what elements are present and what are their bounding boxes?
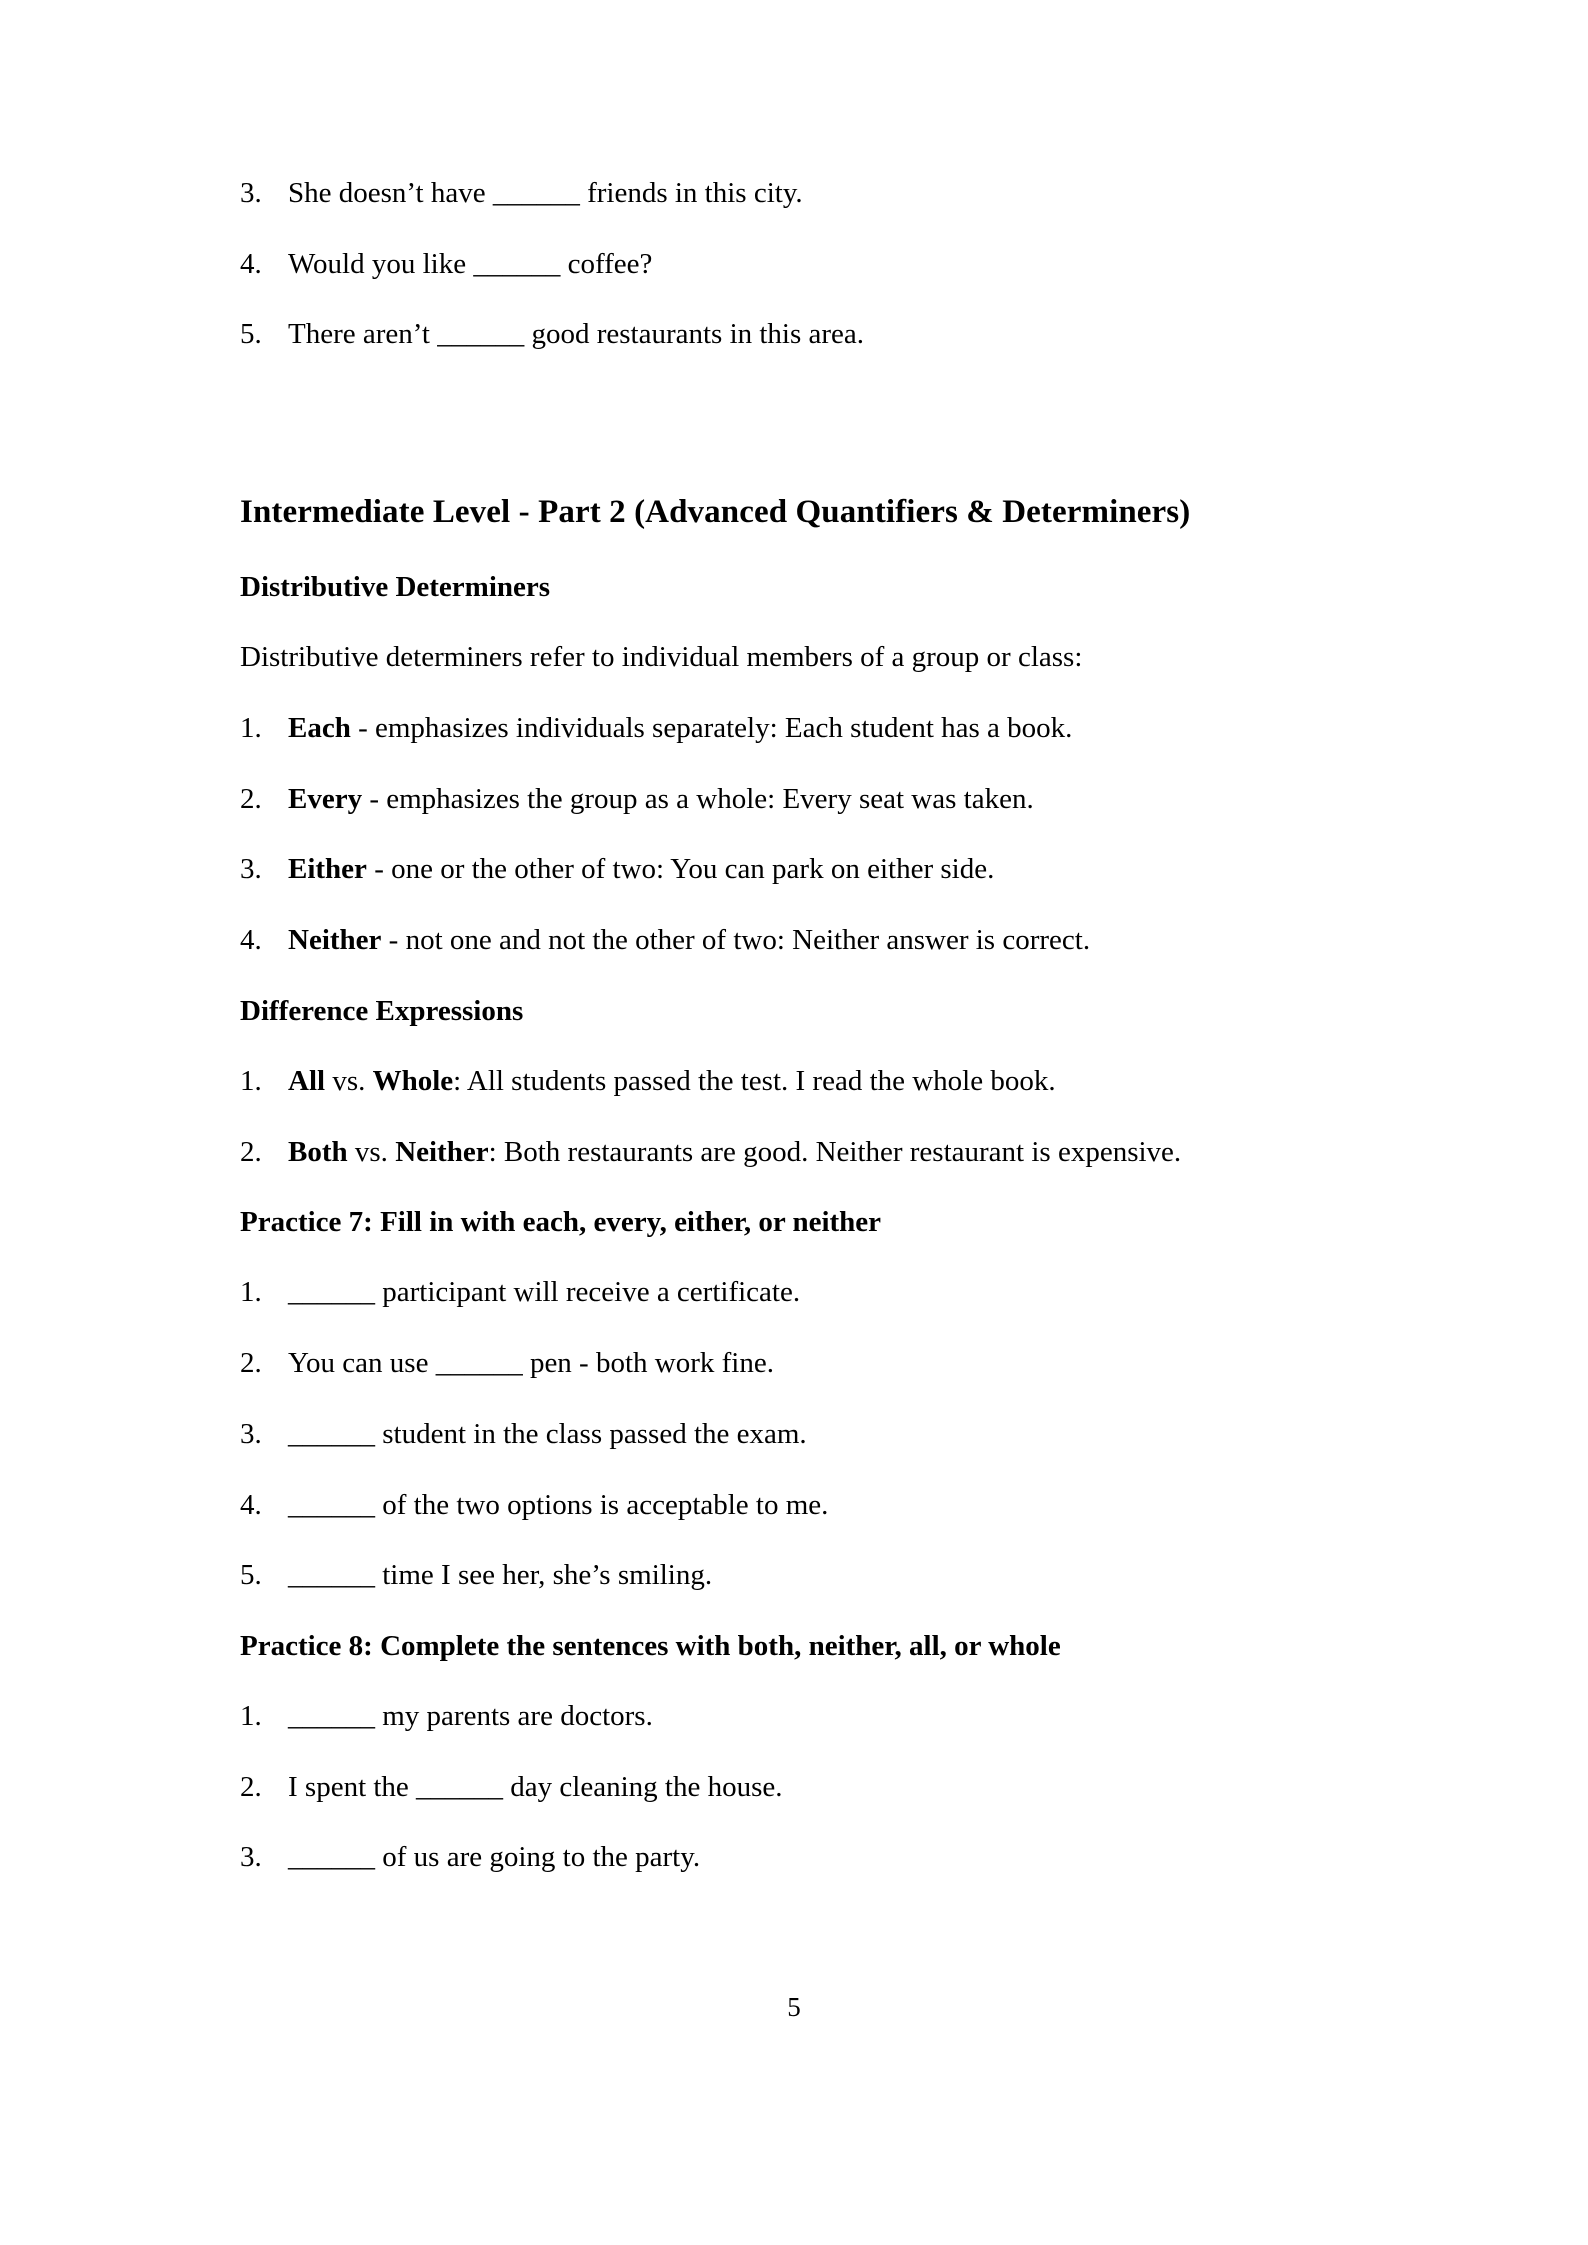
term-description: - not one and not the other of two: Neither answer is correct. <box>381 924 1091 957</box>
list-item-text: ______ student in the class passed the exam. <box>288 1417 807 1450</box>
difference-heading: Difference Expressions <box>240 994 524 1027</box>
list-item-text <box>288 922 1350 960</box>
term-bold: Every <box>288 782 363 815</box>
term-bold-a: Both <box>288 1135 348 1168</box>
term-bold-b: Neither <box>395 1135 489 1168</box>
list-item-text <box>288 851 1350 889</box>
page-content <box>240 175 1350 1910</box>
list-item <box>240 316 1350 354</box>
list-item-text <box>288 710 1350 748</box>
list-item-number: 2. <box>240 1347 262 1380</box>
term-bold: Each <box>288 712 351 745</box>
list-item-number: 1. <box>240 712 262 745</box>
term-description: : All students passed the test. I read the whole book. <box>453 1064 1056 1097</box>
list-item-number: 4. <box>240 924 262 957</box>
list-item <box>240 1557 1350 1595</box>
list-item <box>240 1274 1350 1312</box>
top-exercise-list <box>240 175 1350 354</box>
list-item-text <box>288 1063 1350 1101</box>
list-item <box>240 851 1350 889</box>
term-bold-b: Whole <box>372 1064 454 1097</box>
page-number: 5 <box>787 1992 801 2022</box>
list-item <box>240 1134 1350 1172</box>
list-item-text: ______ my parents are doctors. <box>288 1699 653 1732</box>
term-connector: vs. <box>325 1064 373 1097</box>
practice-8-heading: Practice 8: Complete the sentences with both, neither, all, or whole <box>240 1629 1061 1662</box>
list-item <box>240 1839 1350 1877</box>
term-bold-a: All <box>288 1064 326 1097</box>
list-item-number: 4. <box>240 247 262 280</box>
list-item-text: ______ time I see her, she’s smiling. <box>288 1559 713 1592</box>
list-item-number: 1. <box>240 1064 262 1097</box>
list-item-text: There aren’t ______ good restaurants in this area. <box>288 318 865 351</box>
list-item-number: 3. <box>240 177 262 209</box>
distributive-intro: Distributive determiners refer to individual members of a group or class: <box>240 641 1083 674</box>
list-item-text: You can use ______ pen - both work fine. <box>288 1347 774 1380</box>
list-item-number: 3. <box>240 853 262 886</box>
list-item-text: I spent the ______ day cleaning the house. <box>288 1770 783 1803</box>
section-spacer <box>240 473 1350 491</box>
distributive-heading: Distributive Determiners <box>240 571 551 604</box>
list-item <box>240 175 1350 213</box>
term-description: - emphasizes the group as a whole: Every seat was taken. <box>362 782 1034 815</box>
list-item <box>240 1698 1350 1736</box>
distributive-list <box>240 710 1350 960</box>
list-item <box>240 922 1350 960</box>
list-item <box>240 1063 1350 1101</box>
list-item-number: 4. <box>240 1488 262 1521</box>
list-item <box>240 1416 1350 1454</box>
term-description: - emphasizes individuals separately: Each student has a book. <box>350 712 1073 745</box>
list-item-number: 5. <box>240 1559 262 1592</box>
list-item <box>240 1345 1350 1383</box>
term-bold: Either <box>288 853 367 886</box>
list-item-number: 2. <box>240 1770 262 1803</box>
list-item-number: 3. <box>240 1841 262 1874</box>
practice-8-list <box>240 1698 1350 1877</box>
list-item-text: ______ of the two options is acceptable to me. <box>288 1488 829 1521</box>
list-item-number: 2. <box>240 782 262 815</box>
list-item <box>240 710 1350 748</box>
list-item-number: 1. <box>240 1699 262 1732</box>
practice-7-heading: Practice 7: Fill in with each, every, either, or neither <box>240 1206 882 1239</box>
term-connector: vs. <box>347 1135 396 1168</box>
list-item-number: 3. <box>240 1417 262 1450</box>
section-spacer <box>240 387 1350 473</box>
term-description: - one or the other of two: You can park on either side. <box>366 853 995 886</box>
term-description: : Both restaurants are good. Neither restaurant is expensive. <box>488 1135 1182 1168</box>
list-item <box>240 1487 1350 1525</box>
list-item-number: 5. <box>240 318 262 351</box>
term-bold: Neither <box>288 924 382 957</box>
list-item-text <box>288 1134 1350 1172</box>
section-title: Intermediate Level - Part 2 (Advanced Quantifiers & Determiners) <box>240 494 1191 531</box>
list-item-text: She doesn’t have ______ friends in this city. <box>288 177 803 209</box>
list-item-text: Would you like ______ coffee? <box>288 247 653 280</box>
list-item-text: ______ of us are going to the party. <box>288 1841 701 1874</box>
list-item-number: 1. <box>240 1276 262 1309</box>
difference-list <box>240 1063 1350 1171</box>
list-item-number: 2. <box>240 1135 262 1168</box>
list-item-text: ______ participant will receive a certificate. <box>288 1276 801 1309</box>
practice-7-list <box>240 1274 1350 1594</box>
list-item <box>240 781 1350 819</box>
list-item-text <box>288 781 1350 819</box>
list-item <box>240 1769 1350 1807</box>
list-item <box>240 246 1350 284</box>
